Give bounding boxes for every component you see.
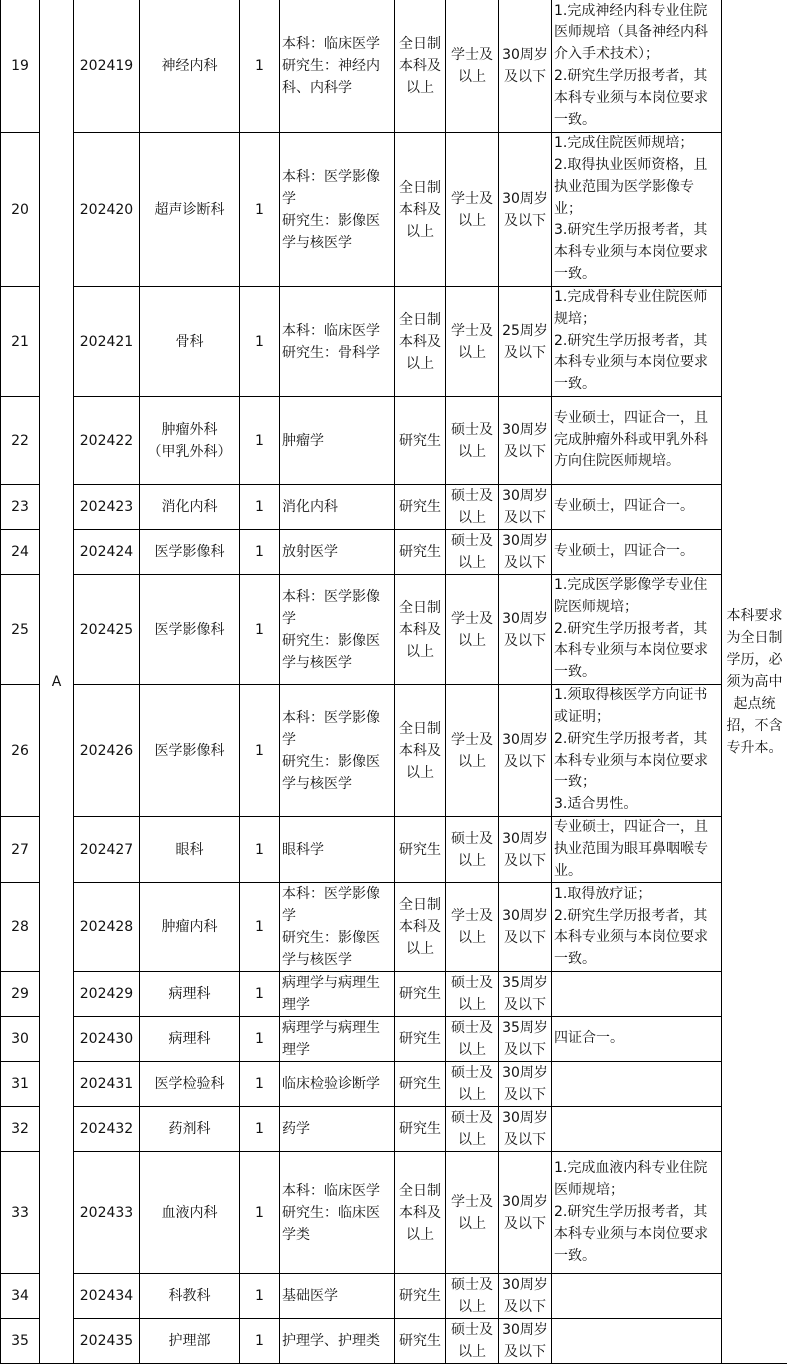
- table-row: [1, 397, 787, 485]
- major-requirement: 基础医学: [280, 1274, 395, 1319]
- table-row: [1, 685, 787, 817]
- age-requirement: 30周岁及以下: [499, 1274, 552, 1319]
- other-requirements: 四证合一。: [552, 1017, 722, 1062]
- degree-requirement: 学士及以上: [446, 0, 499, 133]
- row-number: 29: [1, 972, 40, 1017]
- major-requirement: 消化内科: [280, 485, 395, 530]
- degree-requirement: 学士及以上: [446, 685, 499, 817]
- other-requirements: [552, 1107, 722, 1152]
- department: 肿瘤外科 （甲乳外科）: [140, 397, 240, 485]
- merged-remark: 本科要求为全日制学历，必须为高中起点统招，不含专升本。: [722, 0, 787, 1364]
- table-row: [1, 485, 787, 530]
- position-code: 202426: [74, 685, 140, 817]
- position-code: 202422: [74, 397, 140, 485]
- degree-requirement: 硕士及以上: [446, 485, 499, 530]
- row-number: 19: [1, 0, 40, 133]
- degree-requirement: 硕士及以上: [446, 817, 499, 883]
- age-requirement: 30周岁及以下: [499, 685, 552, 817]
- table-body: [1, 0, 787, 1364]
- education-requirement: 全日制本科及以上: [395, 0, 446, 133]
- degree-requirement: 硕士及以上: [446, 530, 499, 575]
- headcount: 1: [240, 133, 280, 287]
- age-requirement: 30周岁及以下: [499, 397, 552, 485]
- headcount: 1: [240, 1274, 280, 1319]
- table-row: [1, 1274, 787, 1319]
- department: 肿瘤内科: [140, 883, 240, 972]
- major-requirement: 药学: [280, 1107, 395, 1152]
- headcount: 1: [240, 1319, 280, 1364]
- department: 消化内科: [140, 485, 240, 530]
- age-requirement: 25周岁及以下: [499, 287, 552, 397]
- education-requirement: 研究生: [395, 972, 446, 1017]
- position-code: 202420: [74, 133, 140, 287]
- other-requirements: 专业硕士，四证合一，且完成肿瘤外科或甲乳外科方向住院医师规培。: [552, 397, 722, 485]
- department: 神经内科: [140, 0, 240, 133]
- age-requirement: 30周岁及以下: [499, 1319, 552, 1364]
- other-requirements: 1.取得放疗证； 2.研究生学历报考者，其本科专业须与本岗位要求一致。: [552, 883, 722, 972]
- position-code: 202430: [74, 1017, 140, 1062]
- major-requirement: 临床检验诊断学: [280, 1062, 395, 1107]
- age-requirement: 30周岁及以下: [499, 575, 552, 685]
- other-requirements: 1.完成神经内科专业住院医师规培（具备神经内科介入手术技术）； 2.研究生学历报考者，其本科专业须与本岗位要求一致。: [552, 0, 722, 133]
- department: 骨科: [140, 287, 240, 397]
- major-requirement: 本科：医学影像学 研究生：影像医学与核医学: [280, 575, 395, 685]
- headcount: 1: [240, 530, 280, 575]
- other-requirements: 专业硕士，四证合一，且执业范围为眼耳鼻咽喉专业。: [552, 817, 722, 883]
- other-requirements: 1.完成血液内科专业住院医师规培； 2.研究生学历报考者，其本科专业须与本岗位要求一致。: [552, 1152, 722, 1274]
- education-requirement: 全日制本科及以上: [395, 133, 446, 287]
- education-requirement: 研究生: [395, 1017, 446, 1062]
- education-requirement: 研究生: [395, 530, 446, 575]
- headcount: 1: [240, 817, 280, 883]
- table-row: [1, 1107, 787, 1152]
- row-number: 28: [1, 883, 40, 972]
- major-requirement: 本科：临床医学 研究生：临床医学类: [280, 1152, 395, 1274]
- department: 眼科: [140, 817, 240, 883]
- department: 科教科: [140, 1274, 240, 1319]
- department: 病理科: [140, 972, 240, 1017]
- headcount: 1: [240, 1107, 280, 1152]
- major-requirement: 病理学与病理生理学: [280, 1017, 395, 1062]
- position-code: 202423: [74, 485, 140, 530]
- major-requirement: 本科：医学影像学 研究生：影像医学与核医学: [280, 685, 395, 817]
- education-requirement: 全日制本科及以上: [395, 1152, 446, 1274]
- position-code: 202431: [74, 1062, 140, 1107]
- table-row: [1, 817, 787, 883]
- degree-requirement: 硕士及以上: [446, 1274, 499, 1319]
- major-requirement: 本科：医学影像学 研究生：影像医学与核医学: [280, 133, 395, 287]
- position-code: 202434: [74, 1274, 140, 1319]
- row-number: 21: [1, 287, 40, 397]
- row-number: 26: [1, 685, 40, 817]
- degree-requirement: 硕士及以上: [446, 1062, 499, 1107]
- row-number: 24: [1, 530, 40, 575]
- table-row: [1, 972, 787, 1017]
- department: 医学影像科: [140, 685, 240, 817]
- major-requirement: 放射医学: [280, 530, 395, 575]
- other-requirements: 1.完成医学影像学专业住院医师规培； 2.研究生学历报考者，其本科专业须与本岗位要求一致。: [552, 575, 722, 685]
- table-row: [1, 287, 787, 397]
- headcount: 1: [240, 485, 280, 530]
- table-row: [1, 133, 787, 287]
- age-requirement: 30周岁及以下: [499, 485, 552, 530]
- row-number: 34: [1, 1274, 40, 1319]
- age-requirement: 30周岁及以下: [499, 530, 552, 575]
- degree-requirement: 学士及以上: [446, 883, 499, 972]
- headcount: 1: [240, 1017, 280, 1062]
- table-row: [1, 530, 787, 575]
- education-requirement: 研究生: [395, 397, 446, 485]
- row-number: 27: [1, 817, 40, 883]
- department: 医学影像科: [140, 530, 240, 575]
- row-number: 30: [1, 1017, 40, 1062]
- age-requirement: 30周岁及以下: [499, 133, 552, 287]
- other-requirements: [552, 972, 722, 1017]
- position-code: 202428: [74, 883, 140, 972]
- major-requirement: 护理学、护理类: [280, 1319, 395, 1364]
- department: 医学影像科: [140, 575, 240, 685]
- headcount: 1: [240, 972, 280, 1017]
- other-requirements: 1.须取得核医学方向证书或证明； 2.研究生学历报考者，其本科专业须与本岗位要求一致； 3.适合男性。: [552, 685, 722, 817]
- other-requirements: [552, 1274, 722, 1319]
- major-requirement: 肿瘤学: [280, 397, 395, 485]
- degree-requirement: 学士及以上: [446, 287, 499, 397]
- headcount: 1: [240, 575, 280, 685]
- degree-requirement: 学士及以上: [446, 1152, 499, 1274]
- major-requirement: 本科：临床医学 研究生：神经内科、内科学: [280, 0, 395, 133]
- major-requirement: 眼科学: [280, 817, 395, 883]
- age-requirement: 30周岁及以下: [499, 1152, 552, 1274]
- position-code: 202419: [74, 0, 140, 133]
- age-requirement: 30周岁及以下: [499, 883, 552, 972]
- age-requirement: 30周岁及以下: [499, 1062, 552, 1107]
- major-requirement: 本科：临床医学 研究生：骨科学: [280, 287, 395, 397]
- age-requirement: 30周岁及以下: [499, 1107, 552, 1152]
- table-row: [1, 1152, 787, 1274]
- age-requirement: 35周岁及以下: [499, 1017, 552, 1062]
- headcount: 1: [240, 1152, 280, 1274]
- age-requirement: 30周岁及以下: [499, 0, 552, 133]
- row-number: 22: [1, 397, 40, 485]
- education-requirement: 研究生: [395, 817, 446, 883]
- education-requirement: 研究生: [395, 1062, 446, 1107]
- age-requirement: 30周岁及以下: [499, 817, 552, 883]
- education-requirement: 全日制本科及以上: [395, 575, 446, 685]
- department: 护理部: [140, 1319, 240, 1364]
- headcount: 1: [240, 0, 280, 133]
- degree-requirement: 硕士及以上: [446, 1107, 499, 1152]
- headcount: 1: [240, 287, 280, 397]
- other-requirements: [552, 1062, 722, 1107]
- department: 医学检验科: [140, 1062, 240, 1107]
- position-code: 202424: [74, 530, 140, 575]
- position-code: 202432: [74, 1107, 140, 1152]
- headcount: 1: [240, 883, 280, 972]
- table-row: [1, 1017, 787, 1062]
- table-row: [1, 1062, 787, 1107]
- position-code: 202429: [74, 972, 140, 1017]
- group-label: A: [40, 0, 74, 1364]
- position-code: 202421: [74, 287, 140, 397]
- other-requirements: 专业硕士，四证合一。: [552, 485, 722, 530]
- other-requirements: 专业硕士，四证合一。: [552, 530, 722, 575]
- major-requirement: 病理学与病理生理学: [280, 972, 395, 1017]
- degree-requirement: 学士及以上: [446, 133, 499, 287]
- education-requirement: 全日制本科及以上: [395, 287, 446, 397]
- position-code: 202433: [74, 1152, 140, 1274]
- other-requirements: 1.完成骨科专业住院医师规培； 2.研究生学历报考者，其本科专业须与本岗位要求一致。: [552, 287, 722, 397]
- degree-requirement: 硕士及以上: [446, 397, 499, 485]
- department: 病理科: [140, 1017, 240, 1062]
- education-requirement: 全日制本科及以上: [395, 685, 446, 817]
- table-row: [1, 0, 787, 133]
- position-code: 202435: [74, 1319, 140, 1364]
- row-number: 31: [1, 1062, 40, 1107]
- headcount: 1: [240, 685, 280, 817]
- row-number: 20: [1, 133, 40, 287]
- education-requirement: 研究生: [395, 1274, 446, 1319]
- department: 超声诊断科: [140, 133, 240, 287]
- table-row: [1, 1319, 787, 1364]
- age-requirement: 35周岁及以下: [499, 972, 552, 1017]
- headcount: 1: [240, 397, 280, 485]
- education-requirement: 研究生: [395, 485, 446, 530]
- education-requirement: 研究生: [395, 1107, 446, 1152]
- row-number: 32: [1, 1107, 40, 1152]
- table-row: [1, 575, 787, 685]
- education-requirement: 研究生: [395, 1319, 446, 1364]
- education-requirement: 全日制本科及以上: [395, 883, 446, 972]
- row-number: 23: [1, 485, 40, 530]
- headcount: 1: [240, 1062, 280, 1107]
- table-row: [1, 883, 787, 972]
- department: 血液内科: [140, 1152, 240, 1274]
- degree-requirement: 硕士及以上: [446, 1017, 499, 1062]
- other-requirements: 1.完成住院医师规培； 2.取得执业医师资格，且执业范围为医学影像专业； 3.研究生学历报考者，其本科专业须与本岗位要求一致。: [552, 133, 722, 287]
- row-number: 25: [1, 575, 40, 685]
- row-number: 35: [1, 1319, 40, 1364]
- degree-requirement: 硕士及以上: [446, 1319, 499, 1364]
- major-requirement: 本科：医学影像学 研究生：影像医学与核医学: [280, 883, 395, 972]
- degree-requirement: 硕士及以上: [446, 972, 499, 1017]
- position-code: 202425: [74, 575, 140, 685]
- position-code: 202427: [74, 817, 140, 883]
- department: 药剂科: [140, 1107, 240, 1152]
- degree-requirement: 学士及以上: [446, 575, 499, 685]
- row-number: 33: [1, 1152, 40, 1274]
- other-requirements: [552, 1319, 722, 1364]
